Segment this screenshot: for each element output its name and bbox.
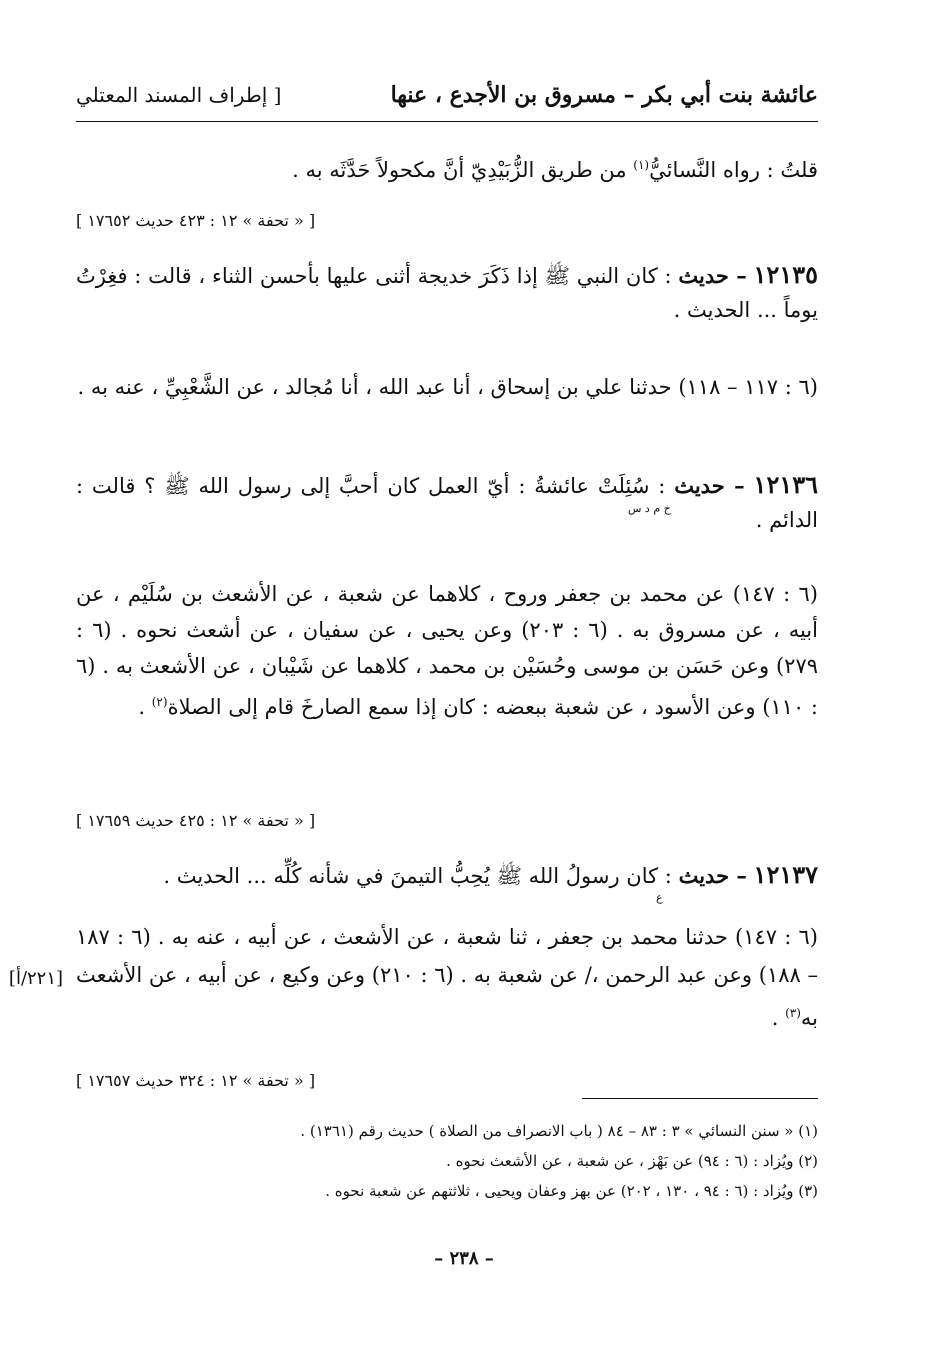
hadith-12135 — [76, 258, 818, 327]
footnote-2: (٢) ويُزاد : (٦ : ٩٤) عن بَهْز ، عن شعبة ، عن الأشعث نحوه . — [446, 1152, 818, 1170]
footnote-marker: (٣) — [785, 1006, 801, 1020]
tuhfa-reference: [ « تحفة » ١٢ : ٣٢٤ حديث ١٧٦٥٧ ] — [76, 1071, 316, 1090]
manuscript-folio-marker: [٢٢١/أ] — [8, 968, 64, 989]
isnad-12137 — [76, 918, 818, 1037]
footnote-marker: (١) — [633, 158, 650, 172]
intro-text-cont: من طريق الزُّبَيْدِيّ أنَّ مكحولاً حَدَّثَه به . — [292, 158, 627, 182]
tuhfa-reference: [ « تحفة » ١٢ : ٤٢٥ حديث ١٧٦٥٩ ] — [76, 811, 316, 830]
narrator-symbols: خ م د س — [628, 502, 671, 515]
tuhfa-reference: [ « تحفة » ١٢ : ٤٢٣ حديث ١٧٦٥٢ ] — [76, 211, 316, 230]
footnote-marker: (٢) — [151, 695, 168, 709]
hadith-label: – حديث — [678, 263, 747, 288]
isnad-text: (٦ : ١٤٧) حدثنا محمد بن جعفر ، ثنا شعبة ، عن الأشعث ، عن أبيه ، عنه به . (٦ : ١٨٧ – ١٨٨) وعن عبد الرحمن ،/ عن شعبة به . (٦ : ٢١٠) وعن وكيع ، عن أبيه ، عن الأشعث به — [76, 925, 818, 1030]
hadith-label: – حديث — [678, 863, 747, 888]
running-header — [76, 78, 818, 112]
isnad-end: . — [771, 1006, 779, 1030]
intro-text: قلتُ : رواه النَّسائيُّ — [649, 158, 818, 182]
header-divider — [76, 121, 818, 122]
isnad-12135: (٦ : ١١٧ – ١١٨) حدثنا علي بن إسحاق ، أنا عبد الله ، أنا مُجالد ، عن الشَّعْبِيِّ ، عنه به . — [77, 375, 818, 399]
intro-paragraph — [76, 148, 818, 187]
hadith-number: ١٢١٣٥ — [753, 260, 818, 289]
isnad-end: . — [138, 695, 146, 719]
hadith-label: – حديث — [674, 473, 745, 498]
hadith-number: ١٢١٣٧ — [753, 860, 818, 889]
hadith-12136 — [76, 468, 818, 537]
hadith-number: ١٢١٣٦ — [753, 470, 818, 499]
hadith-text: : سُئِلَتْ عائشةُ : أيّ العمل كان أحبَّ إلى رسول الله ﷺ ؟ قالت : الدائم . — [76, 474, 818, 532]
footnotes — [150, 1116, 818, 1206]
hadith-text: : كان رسولُ الله ﷺ يُحِبُّ التيمنَ في شأنه كُلِّه ... الحديث . — [163, 864, 672, 888]
footnote-1: (١) « سنن النسائي » ٣ : ٨٣ – ٨٤ ( باب الانصراف من الصلاة ) حديث رقم (١٣٦١) . — [300, 1122, 818, 1140]
footnote-divider — [582, 1098, 818, 1099]
hadith-12137 — [76, 858, 818, 893]
header-book-name: [ إطراف المسند المعتلي — [76, 83, 282, 107]
page-number: – ٢٣٨ – — [434, 1248, 494, 1269]
header-title: عائشة بنت أبي بكر – مسروق بن الأجدع ، عنها — [390, 82, 818, 108]
narrator-symbols: ع — [656, 891, 663, 904]
hadith-text: : كان النبي ﷺ إذا ذَكَرَ خديجة أثنى عليها بأحسن الثناء ، قالت : فغِرْتُ يوماً ... الحديث . — [76, 264, 818, 322]
isnad-text: (٦ : ١٤٧) عن محمد بن جعفر وروح ، كلاهما عن شعبة ، عن الأشعث بن سُلَيْم ، عن أبيه ، عن مسروق به . (٦ : ٢٠٣) وعن يحيى ، عن سفيان ، عن أشعث نحوه . (٦ : ٢٧٩) وعن حَسَن بن موسى وحُسَيْن بن محمد ، كلاهما عن شَيْبان ، عن الأشعث به . (٦ : ١١٠) وعن الأسود ، عن شعبة ببعضه : كان إذا سمع الصارخَ قام إلى الصلاة — [76, 582, 819, 719]
footnote-3: (٣) ويُزاد : (٦ : ٩٤ ، ١٣٠ ، ٢٠٢) عن بهز وعفان ويحيى ، ثلاثتهم عن شعبة نحوه . — [325, 1182, 818, 1200]
isnad-12136 — [76, 576, 818, 725]
